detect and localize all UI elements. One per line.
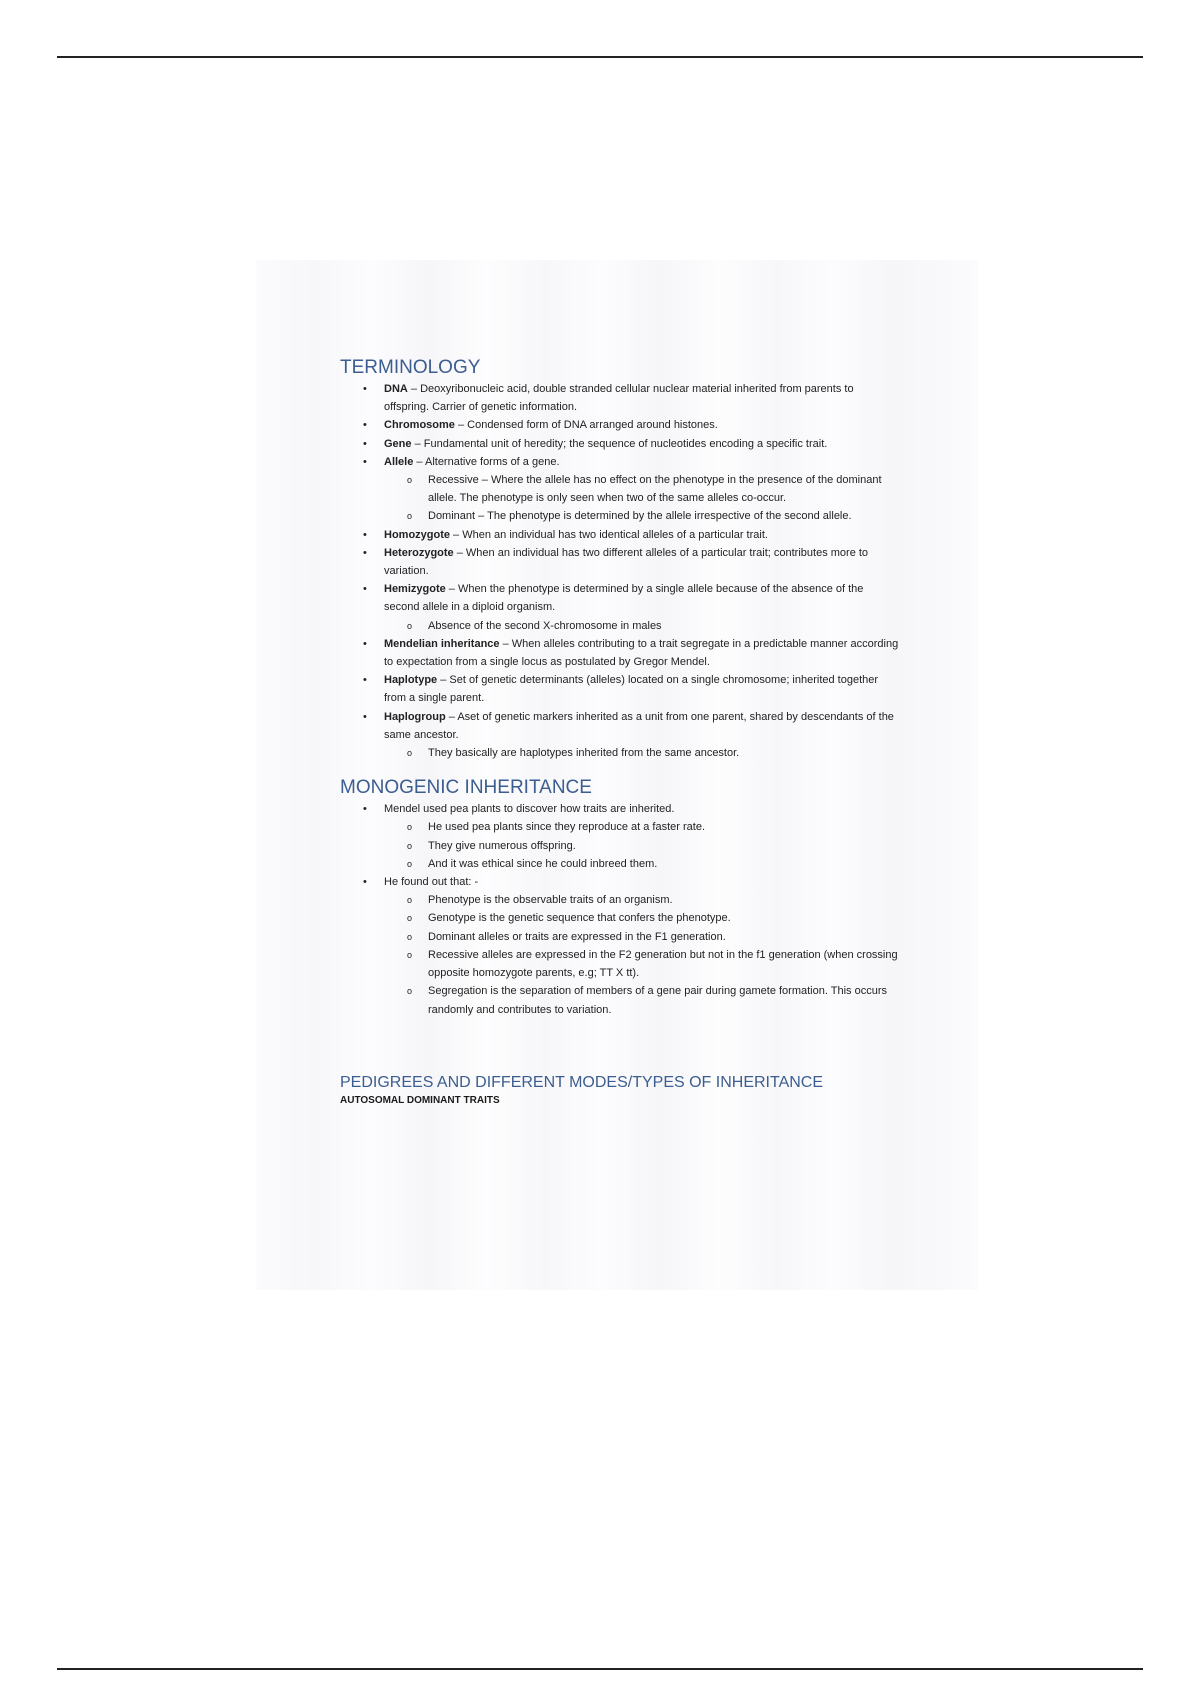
- hemizygote-sub-list: [384, 617, 900, 635]
- term: Heterozygote: [384, 546, 454, 559]
- term-item-heterozygote: [340, 544, 900, 580]
- list-item: [340, 873, 900, 1019]
- sub-list: [384, 891, 900, 1018]
- document-content: [340, 356, 900, 1108]
- allele-sub-list: [384, 471, 900, 526]
- haplogroup-sub-list: [384, 744, 900, 762]
- sub-item: o Segregation is the separation of members of a gene pair during gamete formation. This occurs randomly and contributes to variation.: [340, 982, 900, 1018]
- term-definition: – When an individual has two different alleles of a particular trait; contributes more to variation.: [384, 546, 869, 578]
- sub-item: o And it was ethical since he could inbreed them.: [340, 855, 900, 873]
- term-item-haplotype: [340, 671, 900, 707]
- sub-item: o Absence of the second X-chromosome in males: [340, 617, 900, 635]
- term-definition: – When an individual has two identical alleles of a particular trait.: [450, 528, 768, 541]
- term: Mendelian inheritance: [384, 637, 500, 650]
- term-definition: – Deoxyribonucleic acid, double stranded cellular nuclear material inherited from parents to offspring. Carrier of genetic information.: [384, 383, 854, 414]
- sub-list: [384, 818, 900, 873]
- term: Allele: [384, 455, 414, 468]
- item-text: He found out that: -: [384, 876, 479, 889]
- item-text: Mendel used pea plants to discover how traits are inherited.: [384, 803, 675, 816]
- term: Chromosome: [384, 419, 455, 432]
- term-item-mendelian-inheritance: [340, 635, 900, 671]
- term-item-gene: [340, 435, 900, 453]
- term-definition: – Alternative forms of a gene.: [413, 455, 560, 468]
- sub-item: o They give numerous offspring.: [340, 837, 900, 855]
- monogenic-heading: MONOGENIC INHERITANCE: [340, 777, 592, 799]
- header-rule: [57, 56, 1143, 58]
- term-item-dna: [340, 380, 900, 416]
- term-definition: – Aset of genetic markers inherited as a unit from one parent, shared by descendants of the same ancestor.: [384, 710, 894, 741]
- term-item-homozygote: [340, 526, 900, 544]
- terminology-heading: TERMINOLOGY: [340, 357, 481, 378]
- term-item-haplogroup: [340, 708, 900, 763]
- term: Gene: [384, 437, 412, 450]
- term-item-hemizygote: [340, 580, 900, 635]
- footer-rule: [57, 1668, 1143, 1670]
- sub-item: o Dominant – The phenotype is determined by the allele irrespective of the second allele.: [340, 507, 900, 525]
- pedigrees-heading: PEDIGREES AND DIFFERENT MODES/TYPES OF INHERITANCE: [340, 1073, 824, 1091]
- term-item-allele: [340, 453, 900, 526]
- term-definition: – Fundamental unit of heredity; the sequence of nucleotides encoding a specific trait.: [411, 437, 828, 450]
- term: Homozygote: [384, 528, 450, 541]
- sub-item: o Phenotype is the observable traits of an organism.: [340, 891, 900, 909]
- term: Haplotype: [384, 674, 438, 687]
- term-definition: – When alleles contributing to a trait segregate in a predictable manner according to expectation from a single locus as postulated by Gregor Mendel.: [384, 637, 899, 669]
- monogenic-list: [340, 800, 900, 1018]
- sub-item: o He used pea plants since they reproduce at a faster rate.: [340, 818, 900, 836]
- term-definition: – Set of genetic determinants (alleles) located on a single chromosome; inherited together from a single parent.: [384, 674, 879, 705]
- term: Haplogroup: [384, 710, 446, 723]
- term: Hemizygote: [384, 583, 446, 596]
- sub-item: o Recessive – Where the allele has no effect on the phenotype in the presence of the dominant allele. The phenotype is only seen when two of the same alleles co-occur.: [340, 471, 900, 507]
- term: DNA: [384, 383, 408, 395]
- sub-item: o Recessive alleles are expressed in the F2 generation but not in the f1 generation (when crossing opposite homozygote parents, e.g; TT X tt).: [340, 946, 900, 982]
- terminology-list: [340, 380, 900, 762]
- sub-item: o Dominant alleles or traits are expressed in the F1 generation.: [340, 928, 900, 946]
- list-item: [340, 800, 900, 873]
- term-item-chromosome: [340, 416, 900, 434]
- term-definition: – When the phenotype is determined by a single allele because of the absence of the second allele in a diploid organism.: [384, 583, 864, 614]
- sub-item: o They basically are haplotypes inherited from the same ancestor.: [340, 744, 900, 762]
- sub-item: o Genotype is the genetic sequence that confers the phenotype.: [340, 909, 900, 927]
- term-definition: – Condensed form of DNA arranged around histones.: [454, 419, 718, 432]
- autosomal-dominant-subheading: AUTOSOMAL DOMINANT TRAITS: [340, 1094, 500, 1106]
